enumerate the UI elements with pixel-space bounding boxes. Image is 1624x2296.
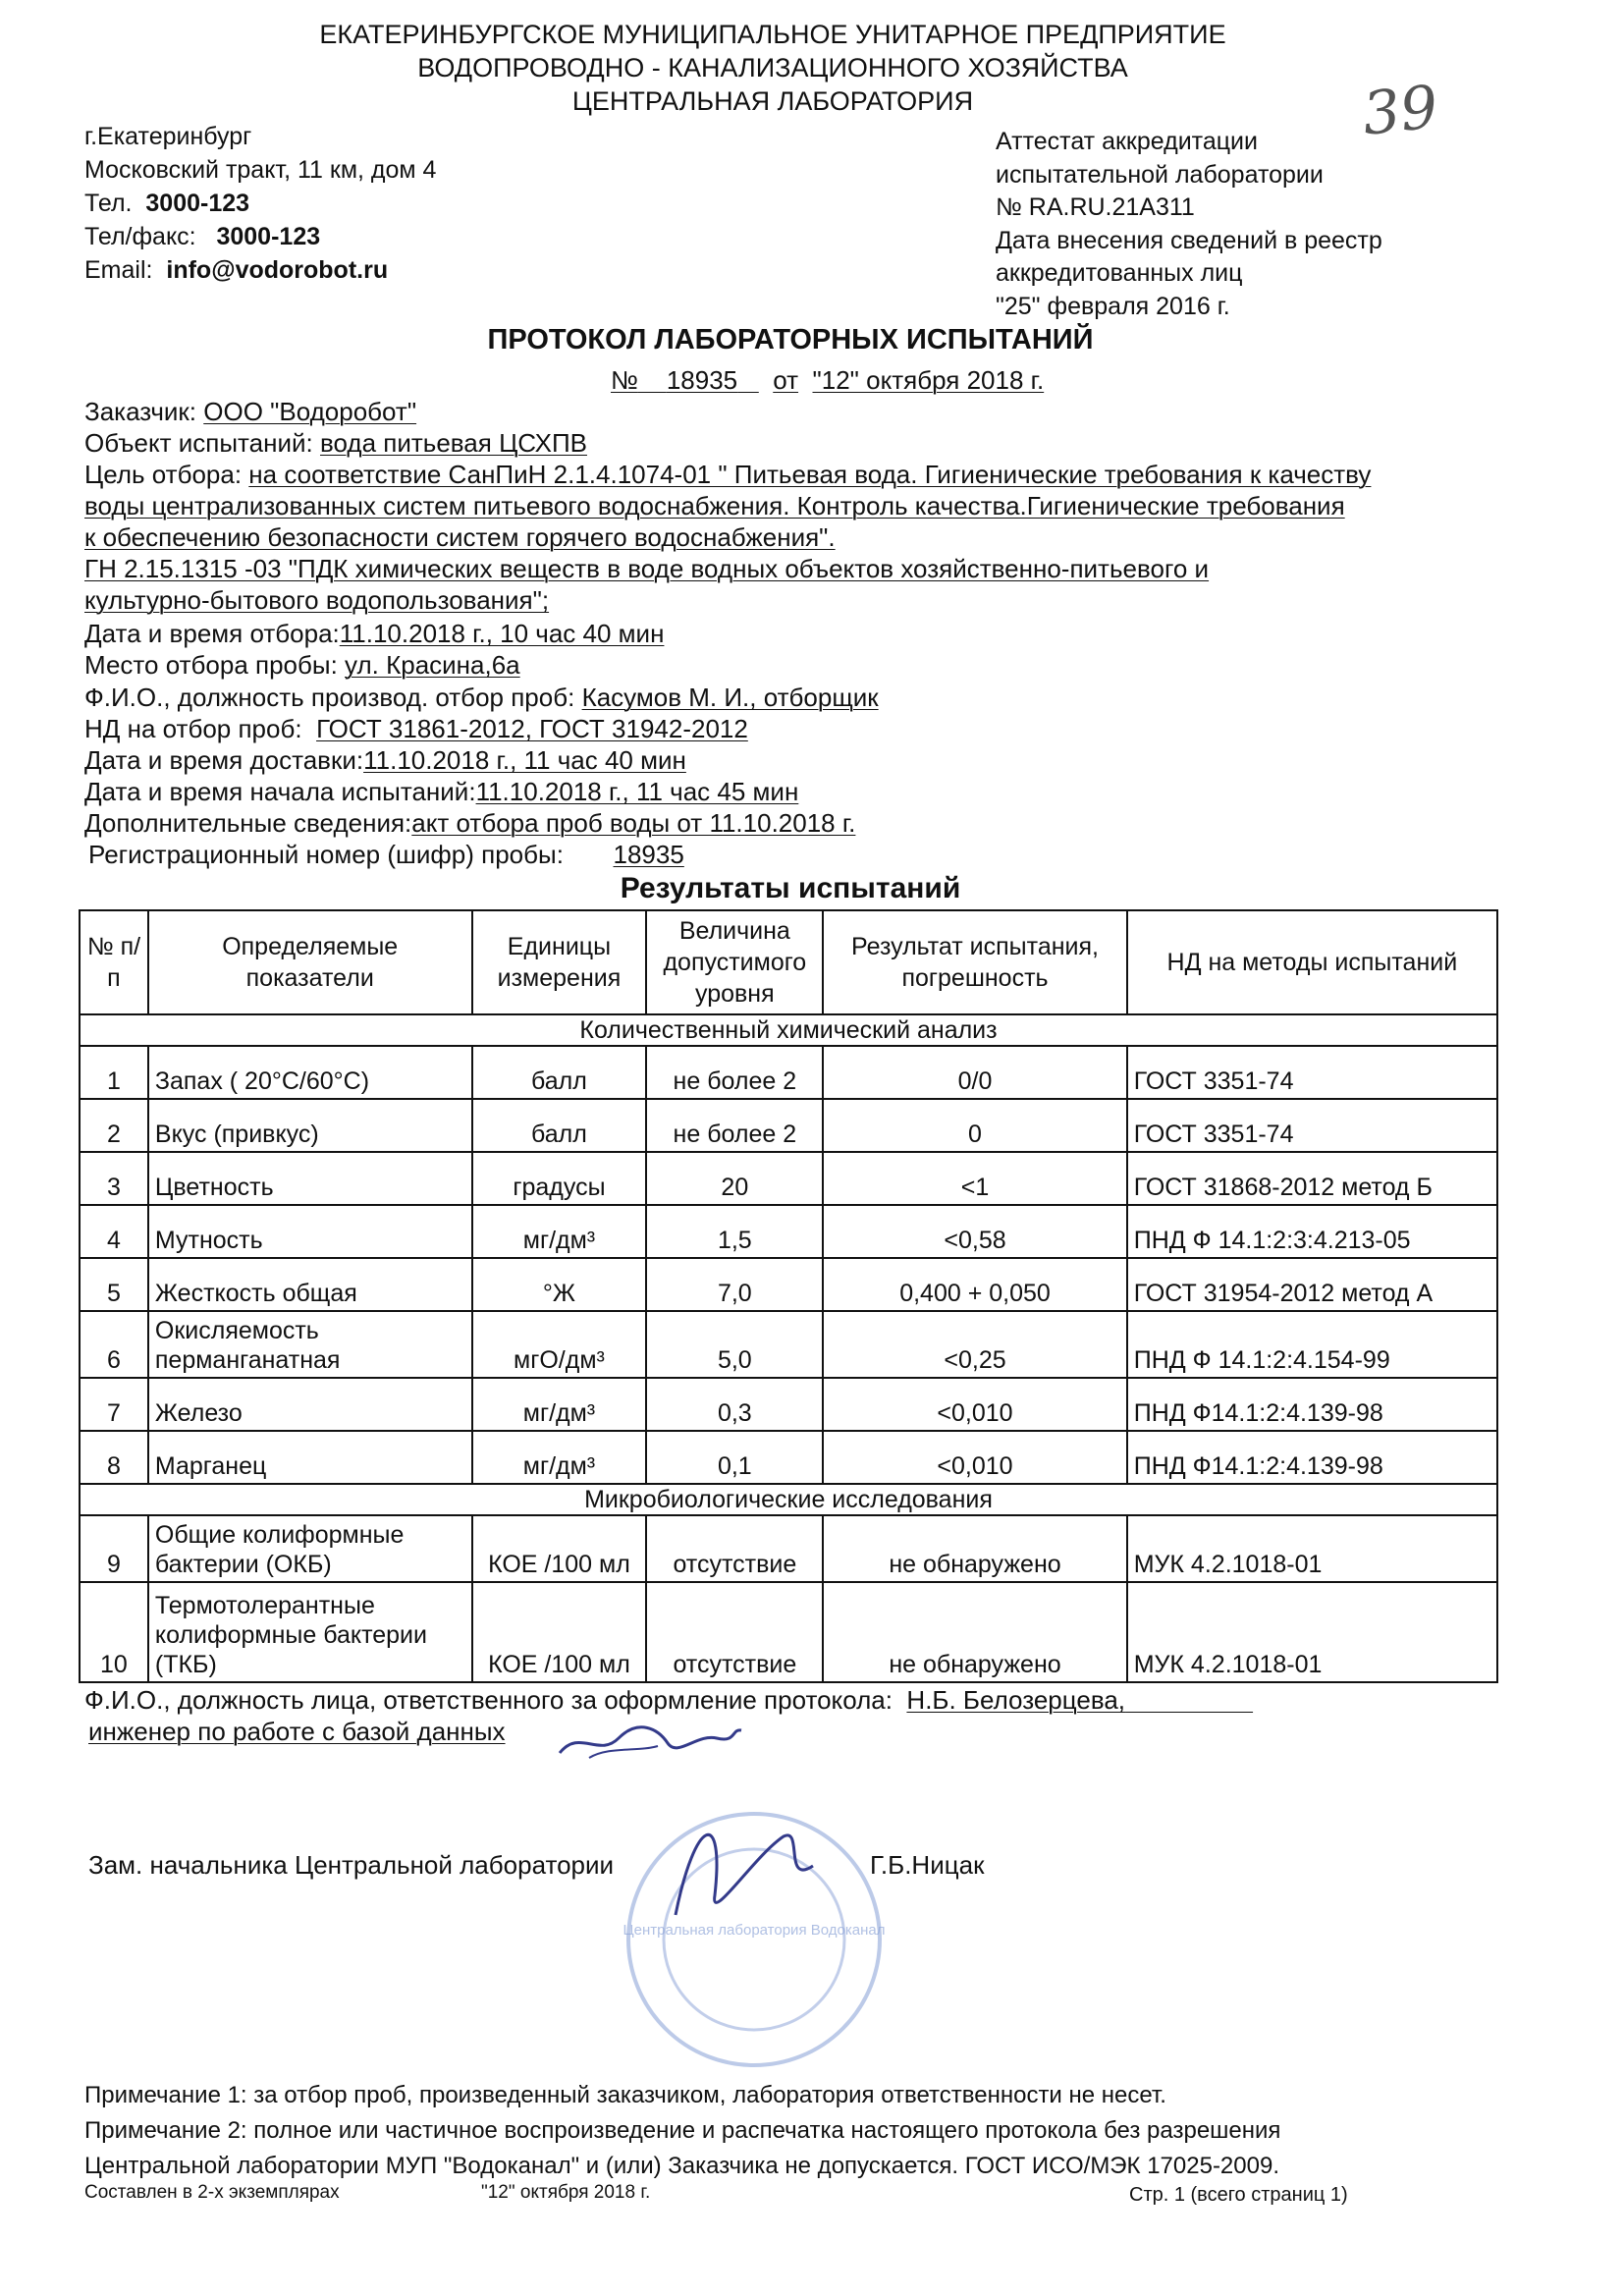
table-cell-limit: 20	[646, 1152, 823, 1205]
object-field: Объект испытаний: вода питьевая ЦСХПВ	[84, 428, 587, 458]
table-cell-method: ПНД Ф14.1:2:4.139-98	[1127, 1378, 1497, 1431]
table-row	[80, 1515, 1497, 1582]
table-row	[80, 1152, 1497, 1205]
purpose-field: Цель отбора: на соответствие СанПиН 2.1.4.1074-01 " Питьевая вода. Гигиенические требования к качеству	[84, 460, 1372, 489]
table-cell-name: Железо	[148, 1378, 472, 1431]
table-row	[80, 1378, 1497, 1431]
table-row	[80, 1311, 1497, 1378]
phone-row: Тел. 3000-123	[84, 190, 250, 217]
table-cell-result: 0/0	[823, 1046, 1126, 1099]
table-cell-limit: 1,5	[646, 1205, 823, 1258]
copies-note: Составлен в 2-х экземплярах	[84, 2182, 340, 2203]
column-header: Единицы измерения	[472, 910, 647, 1014]
deputy-label: Зам. начальника Центральной лаборатории	[88, 1850, 615, 1880]
table-cell-method: ПНД Ф 14.1:2:3:4.213-05	[1127, 1205, 1497, 1258]
table-cell-result: не обнаружено	[823, 1582, 1126, 1682]
table-cell-method: ПНД Ф14.1:2:4.139-98	[1127, 1431, 1497, 1484]
table-cell-unit: мг/дм³	[472, 1205, 647, 1258]
signature-image	[550, 1709, 746, 1768]
column-header: НД на методы испытаний	[1127, 910, 1497, 1014]
protocol-number: № 18935 от "12" октября 2018 г.	[611, 365, 1045, 395]
table-cell-name: Цветность	[148, 1152, 472, 1205]
table-header-row	[80, 910, 1497, 1014]
table-cell-n: 8	[80, 1431, 148, 1484]
results-table	[79, 909, 1498, 1683]
city: г.Екатеринбург	[84, 123, 252, 150]
table-cell-unit: КОЕ /100 мл	[472, 1582, 647, 1682]
table-cell-limit: 0,3	[646, 1378, 823, 1431]
table-row	[80, 1046, 1497, 1099]
table-cell-limit: 5,0	[646, 1311, 823, 1378]
fax-row: Тел/факс: 3000-123	[84, 223, 321, 250]
table-cell-n: 5	[80, 1258, 148, 1311]
table-cell-limit: 0,1	[646, 1431, 823, 1484]
org-line: ЦЕНТРАЛЬНАЯ ЛАБОРАТОРИЯ	[571, 86, 974, 116]
table-row	[80, 1099, 1497, 1152]
table-cell-result: <0,25	[823, 1311, 1126, 1378]
table-cell-name: Мутность	[148, 1205, 472, 1258]
table-cell-name: Вкус (привкус)	[148, 1099, 472, 1152]
column-header: Результат испытания, погрешность	[823, 910, 1126, 1014]
table-row	[80, 1258, 1497, 1311]
table-cell-name: Жесткость общая	[148, 1258, 472, 1311]
phone-value: 3000-123	[145, 190, 250, 217]
accreditation-block: Аттестат аккредитации испытательной лаборатории № RA.RU.21A311 Дата внесения сведений в реестр аккредитованных лиц "25" февраля 2016 г.	[996, 128, 1382, 320]
table-cell-limit: отсутствие	[646, 1582, 823, 1682]
table-cell-n: 1	[80, 1046, 148, 1099]
table-cell-unit: мг/дм³	[472, 1431, 647, 1484]
purpose-line: воды централизованных систем питьевого водоснабжения. Контроль качества.Гигиенические требования	[84, 491, 1345, 520]
table-cell-limit: не более 2	[646, 1099, 823, 1152]
email-row: Email: info@vodorobot.ru	[84, 256, 389, 284]
table-cell-n: 2	[80, 1099, 148, 1152]
table-cell-method: ГОСТ 3351-74	[1127, 1099, 1497, 1152]
table-cell-result: <0,010	[823, 1378, 1126, 1431]
table-cell-n: 7	[80, 1378, 148, 1431]
table-cell-n: 10	[80, 1582, 148, 1682]
deputy-name: Г.Б.Ницак	[870, 1850, 985, 1880]
table-cell-method: ПНД Ф 14.1:2:4.154-99	[1127, 1311, 1497, 1378]
table-cell-unit: КОЕ /100 мл	[472, 1515, 647, 1582]
column-header: № п/п	[80, 910, 148, 1014]
note: Примечание 2: полное или частичное воспроизведение и распечатка настоящего протокола без разрешения	[84, 2117, 1281, 2144]
table-cell-unit: градусы	[472, 1152, 647, 1205]
table-cell-unit: мг/дм³	[472, 1378, 647, 1431]
stamp-text: Центральная лаборатория Водоканал	[623, 1922, 886, 1939]
table-row	[80, 1431, 1497, 1484]
table-cell-limit: не более 2	[646, 1046, 823, 1099]
sampling-datetime-field: Дата и время отбора:11.10.2018 г., 10 час 40 мин	[84, 619, 665, 648]
org-line: ВОДОПРОВОДНО - КАНАЛИЗАЦИОННОГО ХОЗЯЙСТВА	[417, 53, 1128, 82]
purpose-line: культурно-бытового водопользования";	[84, 585, 550, 615]
table-cell-result: не обнаружено	[823, 1515, 1126, 1582]
customer-field: Заказчик: ООО "Водоробот"	[84, 397, 417, 426]
table-row	[80, 1205, 1497, 1258]
table-cell-n: 6	[80, 1311, 148, 1378]
table-cell-name: Общие колиформные бактерии (ОКБ)	[148, 1515, 472, 1582]
fax-value: 3000-123	[216, 223, 321, 250]
responsible-person: Ф.И.О., должность лица, ответственного за оформление протокола: Н.Б. Белозерцева,	[84, 1685, 1126, 1715]
note: Примечание 1: за отбор проб, произведенный заказчиком, лаборатория ответственности не несет.	[84, 2082, 1166, 2108]
table-cell-limit: 7,0	[646, 1258, 823, 1311]
protocol-title: ПРОТОКОЛ ЛАБОРАТОРНЫХ ИСПЫТАНИЙ	[487, 324, 1094, 355]
email-value: info@vodorobot.ru	[166, 256, 389, 284]
table-cell-unit: балл	[472, 1046, 647, 1099]
table-cell-result: <0,010	[823, 1431, 1126, 1484]
table-cell-unit: балл	[472, 1099, 647, 1152]
section-row: Микробиологические исследования	[80, 1484, 1497, 1515]
org-line: ЕКАТЕРИНБУРГСКОЕ МУНИЦИПАЛЬНОЕ УНИТАРНОЕ ПРЕДПРИЯТИЕ	[319, 20, 1226, 49]
registration-number-field: Регистрационный номер (шифр) пробы: 18935	[88, 840, 684, 869]
section-row: Количественный химический анализ	[80, 1014, 1497, 1046]
table-cell-limit: отсутствие	[646, 1515, 823, 1582]
sampler-field: Ф.И.О., должность производ. отбор проб: Касумов М. И., отборщик	[84, 683, 879, 712]
table-cell-method: ГОСТ 31954-2012 метод А	[1127, 1258, 1497, 1311]
table-row	[80, 1582, 1497, 1682]
delivery-field: Дата и время доставки:11.10.2018 г., 11 час 40 мин	[84, 745, 686, 775]
table-cell-method: МУК 4.2.1018-01	[1127, 1515, 1497, 1582]
table-cell-result: 0	[823, 1099, 1126, 1152]
notes-block	[84, 2078, 1280, 2184]
table-cell-name: Окисляемость перманганатная	[148, 1311, 472, 1378]
results-title: Результаты испытаний	[620, 872, 961, 904]
table-cell-result: <0,58	[823, 1205, 1126, 1258]
purpose-line: к обеспечению безопасности систем горячего водоснабжения".	[84, 522, 836, 552]
extra-info-field: Дополнительные сведения:акт отбора проб воды от 11.10.2018 г.	[84, 808, 856, 838]
table-cell-method: МУК 4.2.1018-01	[1127, 1582, 1497, 1682]
responsible-position: инженер по работе с базой данных	[88, 1717, 506, 1746]
table-cell-n: 9	[80, 1515, 148, 1582]
stamp-image	[617, 1797, 911, 2082]
table-cell-method: ГОСТ 31868-2012 метод Б	[1127, 1152, 1497, 1205]
page-counter: Стр. 1 (всего страниц 1)	[1129, 2184, 1348, 2206]
sampling-nd-field: НД на отбор проб: ГОСТ 31861-2012, ГОСТ 31942-2012	[84, 714, 748, 743]
purpose-line: ГН 2.15.1315 -03 "ПДК химических веществ в воде водных объектов хозяйственно-питьевого и	[84, 554, 1210, 583]
table-cell-unit: мгО/дм³	[472, 1311, 647, 1378]
copies-date: "12" октября 2018 г.	[481, 2182, 651, 2203]
column-header: Величина допустимого уровня	[646, 910, 823, 1014]
table-cell-name: Марганец	[148, 1431, 472, 1484]
test-start-field: Дата и время начала испытаний:11.10.2018 г., 11 час 45 мин	[84, 777, 799, 806]
contacts-block	[84, 120, 436, 287]
handwritten-page-number: 39	[1359, 73, 1441, 149]
table-cell-name: Термотолерантные колиформные бактерии (ТКБ)	[148, 1582, 472, 1682]
sampling-place-field: Место отбора пробы: ул. Красина,6а	[84, 650, 520, 680]
table-cell-n: 3	[80, 1152, 148, 1205]
column-header: Определяемые показатели	[148, 910, 472, 1014]
table-cell-result: 0,400 + 0,050	[823, 1258, 1126, 1311]
table-cell-name: Запах ( 20°С/60°С)	[148, 1046, 472, 1099]
table-cell-result: <1	[823, 1152, 1126, 1205]
note: Центральной лаборатории МУП "Водоканал" и (или) Заказчика не допускается. ГОСТ ИСО/МЭК 17025-2009.	[84, 2153, 1279, 2179]
table-cell-method: ГОСТ 3351-74	[1127, 1046, 1497, 1099]
table-cell-n: 4	[80, 1205, 148, 1258]
address: Московский тракт, 11 км, дом 4	[84, 156, 437, 184]
table-cell-unit: °Ж	[472, 1258, 647, 1311]
